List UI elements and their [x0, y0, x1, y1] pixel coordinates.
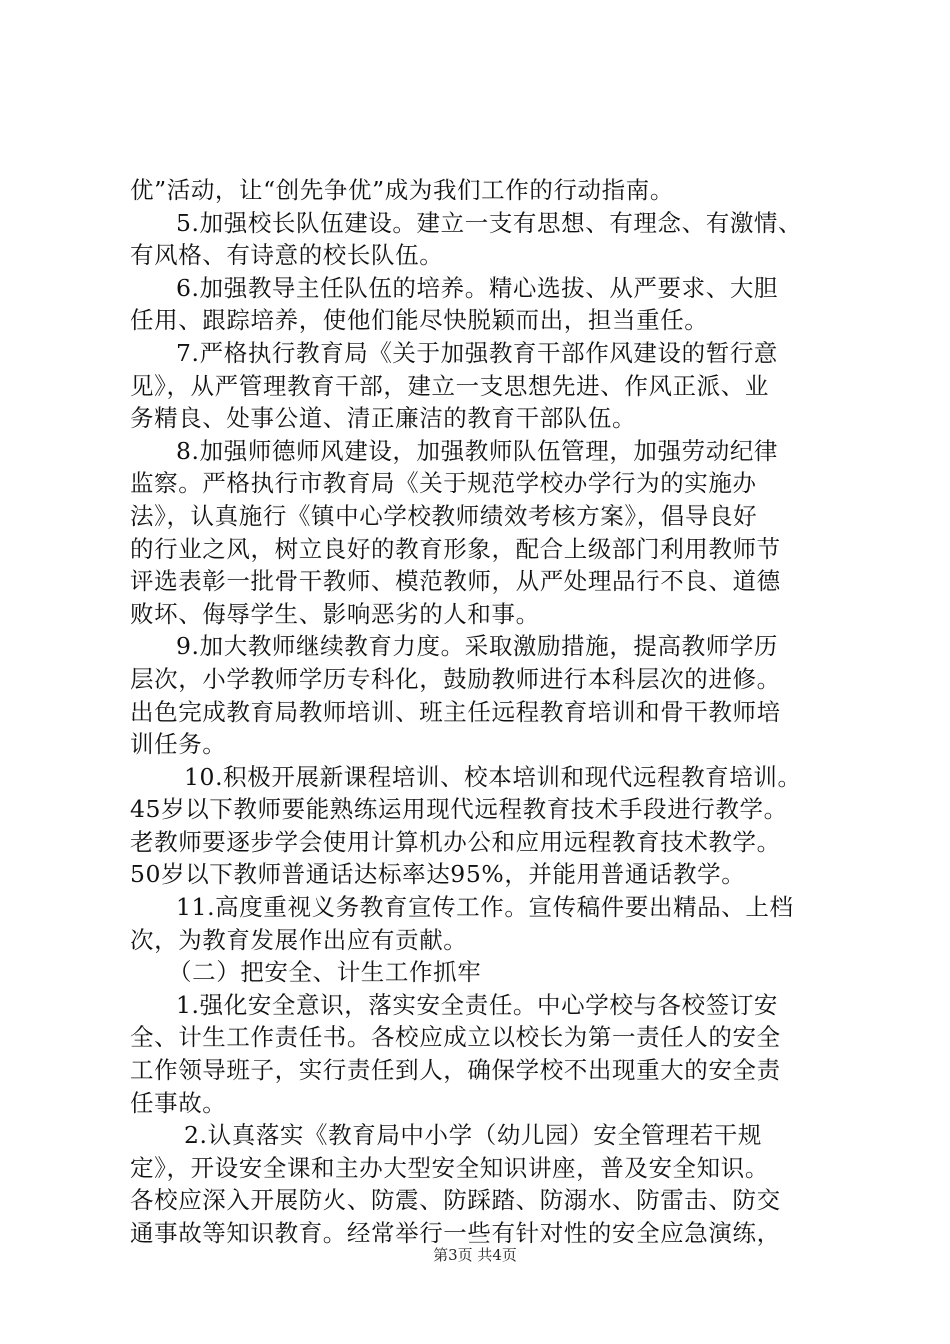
text-line: 败坏、侮辱学生、影响恶劣的人和事。 — [130, 599, 540, 628]
text-line: 45岁以下教师要能熟练运用现代远程教育技术手段进行教学。 — [130, 795, 788, 824]
text-line: 有风格、有诗意的校长队伍。 — [130, 241, 444, 270]
document-body — [130, 174, 850, 1250]
text-line: 通事故等知识教育。经常举行一些有针对性的安全应急演练， — [130, 1219, 781, 1247]
text-line: 优”活动，让“创先争优”成为我们工作的行动指南。 — [130, 176, 674, 204]
text-line: 训任务。 — [130, 730, 227, 759]
text-line: 的行业之风，树立良好的教育形象，配合上级部门利用教师节 — [130, 534, 781, 563]
text-line: 老教师要逐步学会使用计算机办公和应用远程教育技术教学。 — [130, 827, 781, 856]
text-line: 监察。严格执行市教育局《关于规范学校办学行为的实施办 — [130, 469, 757, 498]
text-line: 评选表彰一批骨干教师、模范教师，从严处理品行不良、道德 — [130, 567, 781, 596]
text-line: 次，为教育发展作出应有贡献。 — [130, 925, 468, 954]
page-footer: 第3页 共4页 — [433, 1246, 517, 1264]
text-line: 层次，小学教师学历专科化，鼓励教师进行本科层次的进修。 — [130, 664, 781, 693]
text-line: 任事故。 — [130, 1088, 227, 1117]
text-line: 法》，认真施行《镇中心学校教师绩效考核方案》，倡导良好 — [130, 501, 758, 530]
text-line: 工作领导班子，实行责任到人，确保学校不出现重大的安全责 — [130, 1056, 781, 1085]
text-line: 出色完成教育局教师培训、班主任远程教育培训和骨干教师培 — [130, 697, 781, 726]
text-line: 10.积极开展新课程培训、校本培训和现代远程教育培训。 — [184, 762, 802, 791]
text-line: 50岁以下教师普通话达标率达95%，并能用普通话教学。 — [130, 860, 746, 889]
text-line: 6.加强教导主任队伍的培养。精心选拔、从严要求、大胆 — [176, 273, 779, 302]
text-line: 8.加强师德师风建设，加强教师队伍管理，加强劳动纪律 — [176, 436, 779, 465]
text-line: 务精良、处事公道、清正廉洁的教育干部队伍。 — [130, 404, 637, 433]
text-line: 5.加强校长队伍建设。建立一支有思想、有理念、有激情、 — [176, 208, 803, 237]
text-line: 定》，开设安全课和主办大型安全知识讲座，普及安全知识。 — [130, 1153, 769, 1182]
text-line: 11.高度重视义务教育宣传工作。宣传稿件要出精品、上档 — [176, 893, 794, 922]
text-line: 全、计生工作责任书。各校应成立以校长为第一责任人的安全 — [130, 1023, 781, 1052]
text-line: 7.严格执行教育局《关于加强教育干部作风建设的暂行意 — [176, 338, 779, 367]
text-line: 1.强化安全意识，落实安全责任。中心学校与各校签订安 — [176, 990, 779, 1019]
text-line: 见》，从严管理教育干部，建立一支思想先进、作风正派、业 — [130, 371, 769, 400]
text-line: 9.加大教师继续教育力度。采取激励措施，提高教师学历 — [176, 632, 779, 661]
text-line: 各校应深入开展防火、防震、防踩踏、防溺水、防雷击、防交 — [130, 1186, 781, 1215]
text-line: 任用、跟踪培养，使他们能尽快脱颖而出，担当重任。 — [130, 306, 709, 335]
text-line: 2.认真落实《教育局中小学（幼儿园）安全管理若干规 — [184, 1121, 762, 1150]
text-line: （二）把安全、计生工作抓牢 — [168, 958, 482, 987]
